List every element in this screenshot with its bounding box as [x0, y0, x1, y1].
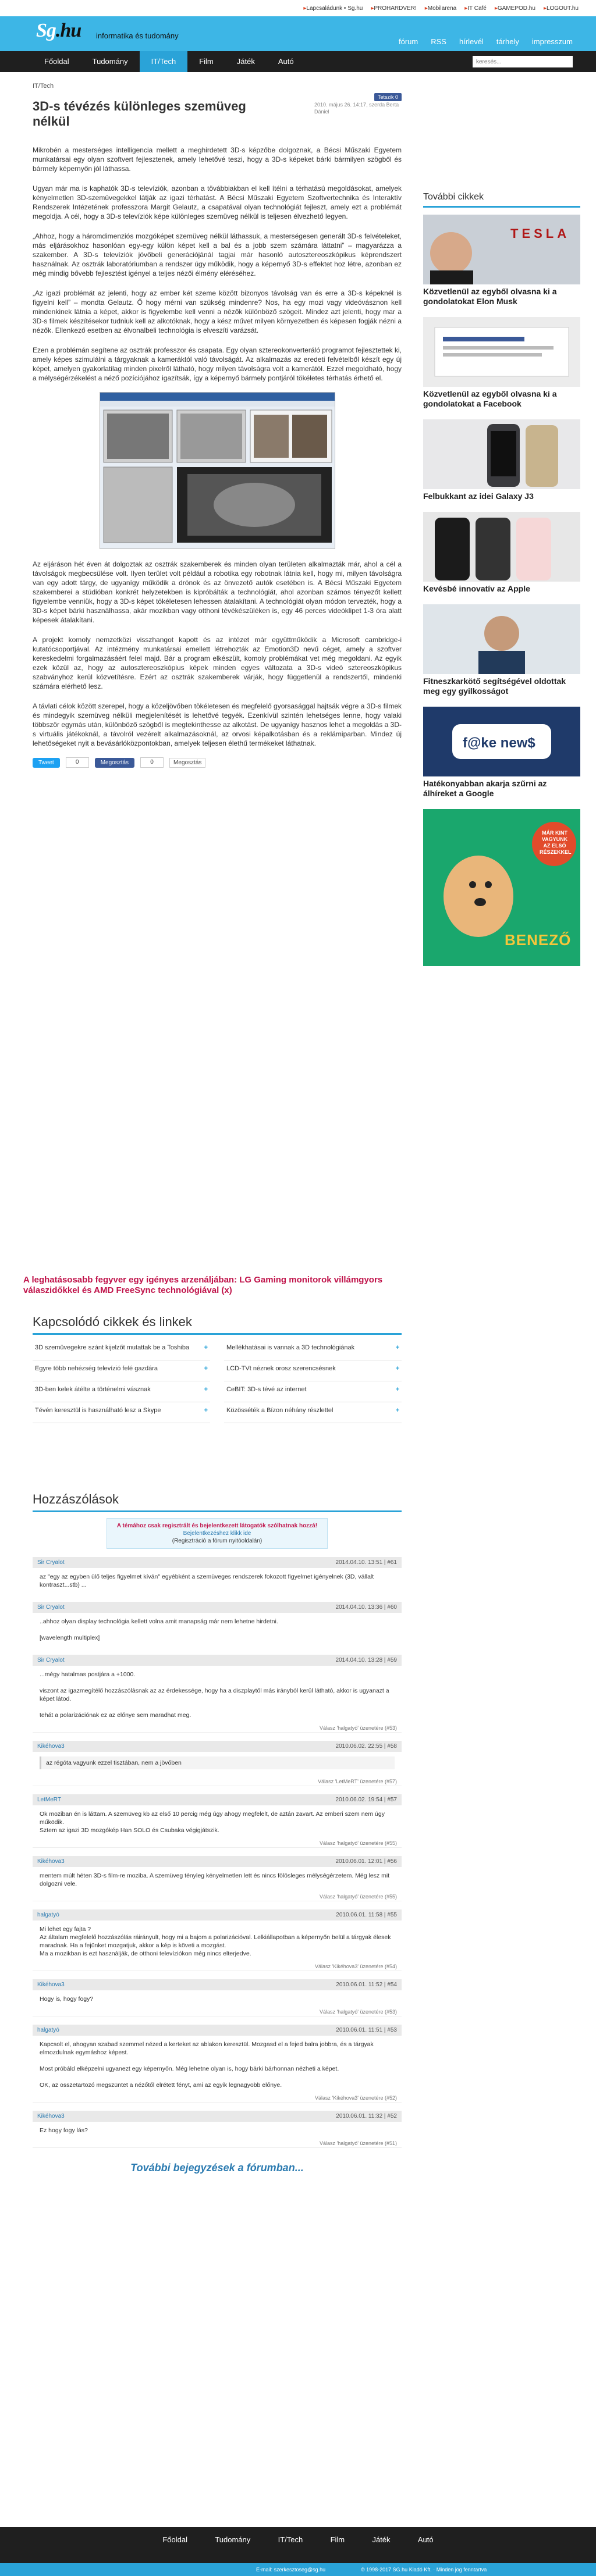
more-comments-link[interactable]: További bejegyzések a fórumban... [130, 2162, 304, 2174]
sidebar-article-title: Hatékonyabban akarja szűrni az álhíreket a Google [423, 779, 547, 798]
footer-email[interactable]: E-mail: szerkesztoseg@sg.hu [256, 2567, 326, 2573]
comment-text: Ok moziban én is láttam. A szemüveg kb az első 10 percig még úgy ahogy megfelelt, de aztán zavart. Az emberi szem nem úgy működik. Sztem az igazi 3D mozgókép Han SOLO és Csubaka végigjátszik. [40, 1811, 385, 1834]
brand-nav-hosting[interactable]: tárhely [496, 37, 519, 46]
comment-header [33, 2025, 402, 2036]
comment [33, 1557, 402, 1594]
promo-link[interactable]: A leghatásosabb fegyver egy igényes arzenáljában: LG Gaming monitorok villámgyors válaszidőkkel és AMD FreeSync technológiával (x) [23, 1275, 383, 1295]
sidebar-article-image [423, 707, 580, 776]
plus-icon: + [204, 1386, 208, 1393]
comment-body [33, 1990, 402, 2008]
sidebar-article-image [423, 604, 580, 674]
comment-reply-link[interactable]: Válasz 'Kikéhova3' üzenetére (#54) [33, 1962, 402, 1971]
related-articles [33, 1314, 402, 1423]
sidebar-article-title: Közvetlenül az egyből olvasna ki a gondolatokat Elon Musk [423, 287, 557, 306]
share-bar [33, 757, 402, 768]
comment-header [33, 1794, 402, 1805]
sidebar-article-title: Fitneszkarkötő segítségével oldottak meg egy gyilkosságot [423, 676, 566, 696]
footer-nav-home[interactable]: Főoldal [162, 2535, 187, 2544]
plus-icon: + [204, 1365, 208, 1372]
tweet-count: 0 [66, 757, 89, 768]
tagline: informatika és tudomány [96, 31, 179, 40]
comment-date: 2010.06.01. 11:51 | #53 [336, 2027, 397, 2033]
related-item[interactable]: Egyre több nehézség televízió felé gazdára + [33, 1360, 210, 1381]
sidebar-article[interactable] [423, 317, 580, 409]
article-paragraph: Ezen a problémán segítene az osztrák professzor és csapata. Egy olyan sztereokonverteráló programot fejlesztettek ki, amely képes szimulálni a tárgyaknak a kameráktól való távolságát. Az alkalmazás az eredeti felvételből készít egy új képet, amelyen gyakorlatilag minden pixelről látható, hogy milyen távolságra volt a kamerától. Ezzel megoldható, hogy a mélységérzékelést a néző pozíciójához igazítsák, így a képernyő bármely pontjáról tökéletes térhatás érhető el. [33, 346, 402, 382]
plus-icon: + [204, 1407, 208, 1414]
main-nav [0, 51, 596, 72]
svg-text:f@ke new$: f@ke new$ [463, 735, 535, 751]
brand-nav-newsletter[interactable]: hírlevél [459, 37, 484, 46]
login-notice [107, 1518, 328, 1549]
comment-author[interactable]: Sir Cryalot [37, 1657, 65, 1663]
footer-nav-ittech[interactable]: IT/Tech [278, 2535, 303, 2544]
nav-game[interactable]: Játék [236, 57, 255, 66]
comment-author[interactable]: Sir Cryalot [37, 1604, 65, 1611]
article-paragraph: „Ahhoz, hogy a háromdimenziós mozgóképet szemüveg nélkül láthassuk, a mesterségesen generált 3D-s felvételeket, más eljárásokhoz hasonlóan egy-egy külön képet kell a bal és a jobb szem számára láttatni” – magyarázza a szakember. A 3D-s televíziók jövőbeli generációjánál tagjai már hasonló autosztereoszkópikus képrendszert használnak. Az osztrák laboratóriumban a rendszer úgy működik, hogy a képernyő 3D-s effektet hoz létre, azonban ez még mindig bővebb fejlesztést igényel a teljes nézői élmény eléréséhez. [33, 232, 402, 277]
comment-reply-link[interactable]: Válasz 'LetMeRT' üzenetére (#57) [33, 1777, 402, 1786]
site-logo[interactable] [36, 20, 81, 42]
comment-text: az "egy az egyben ülő teljes figyelmet kíván" egyébként a szemüveges rendszerek fokozott figyelmet igényelnek (3D, vállalt kontraszt...stb) ... [40, 1573, 374, 1588]
sidebar-article[interactable] [423, 419, 580, 501]
comment-author[interactable]: Kikéhova3 [37, 1858, 65, 1865]
comment-date: 2014.04.10. 13:28 | #59 [335, 1657, 397, 1663]
comment-body [33, 1867, 402, 1893]
comment-header [33, 1856, 402, 1867]
article-paragraph: Mikrobén a mesterséges intelligencia mellett a meghirdetett 3D-s képzőbe dolgoznak, a Bécsi Műszaki Egyetem munkatársai egy olyan szoftvert fejlesztenek, amely lehetővé teszi, hogy a 3D-s képeket bárki bármilyen szögből és bármely képernyőn jól láthassa. [33, 146, 402, 173]
brand-bar [0, 16, 596, 51]
ad-brand: BENEZŐ [505, 931, 572, 949]
brand-nav-rss[interactable]: RSS [431, 37, 446, 46]
comment-author[interactable]: LetMeRT [37, 1797, 61, 1803]
facebook-like-button[interactable]: Tetszik 0 [374, 93, 402, 101]
footer-nav-film[interactable]: Film [330, 2535, 345, 2544]
comment [33, 2111, 402, 2148]
search-input[interactable] [473, 56, 573, 67]
toplink[interactable]: ▸ Mobilarena [425, 5, 457, 12]
comment-header [33, 1602, 402, 1613]
gplus-share-button[interactable]: Megosztás [169, 758, 205, 768]
comment-date: 2010.06.01. 11:58 | #55 [336, 1912, 397, 1918]
comment-header [33, 1557, 402, 1568]
comment-quote: az régóta vagyunk ezzel tisztában, nem a jövőben [40, 1756, 395, 1769]
nav-science[interactable]: Tudomány [92, 57, 128, 66]
comment [33, 2025, 402, 2103]
facebook-share-count: 0 [140, 757, 164, 768]
related-item[interactable]: Tévén keresztül is használható lesz a Skype + [33, 1402, 210, 1423]
article-paragraph: „Az igazi problémát az jelenti, hogy az ember két szeme között bizonyos távolság van és erre a 3D-s képeknél is figyelni kell” – mondta Gelautz. Ő hogy mérni van szükség mindenre? Nos, ha egy mozi vagy videóvásznon kell mindenkinek látnia a képet, akkor is figyelembe kell venni a nézők különböző szögeit. Mindez azt jelenti, hogy mar a 3D-s filmek készítésekor tudniuk kell az alkotóknak, hogy a kész művet milyen környezetben és képesen fogják nézni a nézők. Ellenkező esetben az élvonalbeli technológia is elveszíti varázsát. [33, 289, 402, 334]
sidebar-article-image [423, 317, 580, 387]
footer-nav-auto[interactable]: Autó [417, 2535, 434, 2544]
sidebar-article-image [423, 419, 580, 489]
article-paragraph: A projekt komoly nemzetközi visszhangot kapott és az intézet már együttműködik a Microsoft cambridge-i kutatócsoportjával. Az intézmény munkatársai emellett létrehozták az Emotion3D nevű céget, amely a szoftver kereskedelmi forgalmazásáért felel majd. Bár a program elkészült, komoly problémákat vet még megoldani. Az egyik ezek közül az, hogy az autosztereoszkópius képek minden egyes változata a 3D-s videó sztereoszkópikus szabványhoz kerül közvetítésre. Ezért az osztrák szakemberek várják, hogy függetlenül a rendszertől, mindenki számára elérhető lesz. [33, 636, 402, 690]
comment-body [33, 2036, 402, 2094]
toplink[interactable]: ▸ PROHARDVER! [371, 5, 416, 12]
comment [33, 1655, 402, 1733]
logo-dot: .hu [55, 20, 81, 41]
sidebar-article-title: Közvetlenül az egyből olvasna ki a gondolatokat a Facebook [423, 389, 557, 408]
facebook-share-button[interactable]: Megosztás [95, 758, 134, 768]
comment-text: Mi lehet egy fajta ? Az általam megfelelő hozzászólás ráirányult, hogy mi a bajom a polarizációval. Lelkiállapotban a képernyőn belül a tárgyak élesek maradnak. Ha a fejünket mozgatjuk, akkor a kép is követi a mozgást. Ma a mozikban is ezt használják, de otthoni televíziókon még nincs elterjedve. [40, 1926, 391, 1957]
footer-nav-game[interactable]: Játék [372, 2535, 391, 2544]
logo-main: Sg [36, 20, 56, 41]
comment-header [33, 1909, 402, 1921]
comment [33, 1909, 402, 1971]
sidebar [423, 192, 580, 966]
register-hint: (Regisztráció a fórum nyitóoldalán) [172, 1538, 262, 1544]
sidebar-article[interactable] [423, 215, 580, 307]
sidebar-article-title: Felbukkant az idei Galaxy J3 [423, 491, 534, 501]
related-item[interactable]: 3D szemüvegekre szánt kijelzőt mutattak be a Toshiba + [33, 1339, 210, 1360]
sidebar-heading: További cikkek [423, 192, 580, 208]
article [33, 93, 402, 768]
comment-header [33, 1741, 402, 1752]
comment-date: 2010.06.01. 11:52 | #54 [336, 1982, 397, 1988]
comment-header [33, 1655, 402, 1666]
plus-icon: + [204, 1344, 208, 1351]
comment-body [33, 1568, 402, 1594]
comment-reply-link[interactable]: Válasz 'halgatyó' üzenetére (#51) [33, 2139, 402, 2148]
comment-text: Ez hogy fogy lás? [40, 2127, 88, 2134]
article-meta: 2010. május 26. 14:17, szerda Berta Dániel [314, 102, 399, 115]
comment-text: Hogy is, hogy fogy? [40, 1996, 94, 2003]
comment [33, 1979, 402, 2016]
nav-auto[interactable]: Autó [278, 57, 294, 66]
plus-icon: + [395, 1365, 399, 1372]
comment [33, 1602, 402, 1647]
comment-text: ..ahhoz olyan display technológia kellett volna amit manapság már nem lehetne hirdetni. [wavelength multiplex] [40, 1618, 278, 1641]
comment-reply-link[interactable]: Válasz 'halgatyó' üzenetére (#55) [33, 1839, 402, 1848]
related-item[interactable]: Mellékhatásai is vannak a 3D technológiának + [224, 1339, 402, 1360]
comment-reply-link[interactable]: Válasz 'Kikéhova3' üzenetére (#52) [33, 2094, 402, 2103]
comment-date: 2014.04.10. 13:36 | #60 [335, 1604, 397, 1611]
comment-body [33, 1613, 402, 1647]
comment-reply-link[interactable]: Válasz 'halgatyó' üzenetére (#53) [33, 2008, 402, 2016]
comment-reply-link[interactable]: Válasz 'halgatyó' üzenetére (#53) [33, 1724, 402, 1733]
comments-heading: Hozzászólások [33, 1492, 402, 1512]
comment-body [33, 1752, 402, 1777]
comment-body [33, 1921, 402, 1962]
comment-author[interactable]: Kikéhova3 [37, 2113, 65, 2119]
toplink[interactable]: ▸ IT Café [464, 5, 487, 12]
article-figure [100, 392, 335, 549]
comment-reply-link[interactable]: Válasz 'halgatyó' üzenetére (#55) [33, 1893, 402, 1901]
sidebar-article[interactable] [423, 707, 580, 799]
comment-author[interactable]: halgatyó [37, 2027, 59, 2033]
article-paragraph: Ugyan már ma is kaphatók 3D-s televíziók, azonban a tövábbiakban el kell ítélni a térhatású megoldásokat, amelyek kényelmetlen 3D-szemüvegekkel látják az igazi térhatást. A Bécsi Műszaki Egyetem Szoftvertechnika és Interaktív Rendszerek Intézetének professzora Margit Gelautz, a csapatával olyan technológiát fejleszt, amely ezt a problémát megoldja. A cél, hogy a 3D-s televíziók képe különleges szemüveg nélkül is teljesen élvezhető legyen. [33, 184, 402, 220]
footer-copyright: © 1998-2017 SG.hu Kiadó Kft. · Minden jog fenntartva [361, 2567, 487, 2573]
toplink[interactable]: ▸ GAMEPOD.hu [495, 5, 535, 12]
top-links-bar [0, 0, 596, 16]
comment-author[interactable]: halgatyó [37, 1912, 59, 1918]
related-heading: Kapcsolódó cikkek és linkek [33, 1314, 402, 1335]
comment [33, 1794, 402, 1848]
sidebar-article[interactable] [423, 604, 580, 696]
comment-date: 2010.06.02. 22:55 | #58 [335, 1743, 397, 1750]
comment-text: mentem múlt héten 3D-s film-re moziba. A szemüveg tényleg kényelmetlen lett és nincs fölösleges mélységérzetem. Még lesz mit dolgozni vele. [40, 1872, 390, 1887]
article-paragraph: Az eljáráson hét éven át dolgoztak az osztrák szakemberek és minden olyan területen alkalmazták már, ahol a cél a távolságok megbecsülése volt. Ilyen terület volt például a robotika egy robotnak látnia kell, hogy mi, milyen távolságra van egy adott tárgy, de ugyanígy működik a drónok és az önvezető autók esetében is. A Bécsi Műszaki Egyetem szakemberei a stúdióban konkrét helyzetekben is kipróbálták a technológiát, ahol azonban számos tényezőt kellett figyelembe venniük, hogy a 3D-s képet tökéletesen lehessen átalakítani. A technológiát olyan módon tervezték, hogy a 3D-s képet bárki használhassa, akár mozikban vagy otthoni tévékészüléken is, egy 46 perces videóklipet 1-3 óra alatt képesek átalakítani. [33, 560, 402, 624]
nav-home[interactable]: Főoldal [44, 57, 69, 66]
comments-section [33, 1492, 402, 2174]
comment-date: 2014.04.10. 13:51 | #61 [335, 1559, 397, 1566]
comment-header [33, 2111, 402, 2122]
comment [33, 1856, 402, 1901]
comment-text: Kapcsolt el, ahogyan szabad szemmel nézed a kerteket az ablakon keresztül. Mozgasd el a fejed balra jobbra, és a tárgyak elmozdulnak egymáshoz képest. Most próbáld elképzelni ugyanezt egy képernyőn. Még lehetne olyan is, hogy bárki bárhonnan nézheti a képet. OK, az osszetartozó megszüntet a nézőtől elrétett fényt, ami az egyik legnagyobb előnye. [40, 2041, 374, 2089]
brand-nav-impressum[interactable]: impresszum [531, 37, 573, 46]
related-item[interactable]: Közösséték a Bízon néhány részlettel + [224, 1402, 402, 1423]
svg-text:TESLA: TESLA [510, 226, 570, 241]
nav-ittech[interactable]: IT/Tech [140, 51, 188, 72]
comment-date: 2010.06.02. 19:54 | #57 [335, 1797, 397, 1803]
comment-author[interactable]: Sir Cryalot [37, 1559, 65, 1566]
comment-text: ...mégy hatalmas postjára a +1000. viszont az igazmegítélő hozzászólásnak az az érdekessége, hogy ha a diszplaytől más irányból kerül látható, akkor is ugyanazt a képet látod. tehát a polarizációnak ez az előnye sem maradhat meg. [40, 1671, 389, 1719]
brand-nav-forum[interactable]: fórum [399, 37, 418, 46]
tweet-button[interactable]: Tweet [33, 758, 60, 768]
comment-author[interactable]: Kikéhova3 [37, 1982, 65, 1988]
article-paragraph: A távlati célok között szerepel, hogy a közeljövőben tökéletesen és megfelelő gyorsasággal hajtsák végre a 3D-s filmek és mindegyik szemüveg nélküli megjelenítését is lehetővé tegyék. Ezenkívül szintén lehetséges lenne, hogy valaki többször egymás után, különböző szögből is megtekinthesse az alkotást. De ugyanígy hasznos lehet a megoldás a 3D-s virtuális játékoknál, a távolról vezérelt alkalmazásoknál, az orvosi képalkotásban és a reklámiparban. Mindez új lehetőségeket nyit a bevásárlóközpontokban, amelyek teljesen élethű termékeket láthatnak. [33, 702, 402, 747]
plus-icon: + [395, 1344, 399, 1351]
footer-nav-science[interactable]: Tudomány [215, 2535, 251, 2544]
screenshot-figure [100, 393, 335, 549]
nav-film[interactable]: Film [199, 57, 214, 66]
footer [0, 2527, 596, 2576]
related-item[interactable]: LCD-TVt néznek orosz szerencsésnek + [224, 1360, 402, 1381]
ad-text: MÁR KINT VAGYUNK AZ ELSŐ RÉSZEKKEL [540, 830, 572, 855]
plus-icon: + [395, 1386, 399, 1393]
related-item[interactable]: 3D-ben kelek átélte a történelmi vásznak + [33, 1381, 210, 1402]
login-link[interactable]: Bejelentkezéshez klikk ide [183, 1530, 251, 1537]
related-item[interactable]: CeBIT: 3D-s tévé az internet + [224, 1381, 402, 1402]
comment-header [33, 1979, 402, 1990]
toplink[interactable]: ▸ LOGOUT.hu [544, 5, 579, 12]
plus-icon: + [395, 1407, 399, 1414]
comment-body [33, 2122, 402, 2139]
advertisement[interactable] [423, 809, 580, 966]
toplink[interactable]: ▸ Lapcsaládunk • Sg.hu [303, 5, 363, 12]
sidebar-article-image [423, 512, 580, 582]
login-notice-title: A témához csak regisztrált és bejelentkezett látogatók szólhatnak hozzá! [116, 1523, 318, 1529]
comment [33, 1741, 402, 1786]
sidebar-article[interactable] [423, 512, 580, 594]
footer-bar [0, 2563, 596, 2576]
breadcrumb[interactable]: IT/Tech [33, 83, 54, 90]
sidebar-article-image [423, 215, 580, 284]
comment-date: 2010.06.01. 12:01 | #56 [335, 1858, 397, 1865]
article-title: 3D-s tévézés különleges szemüveg nélkül [33, 99, 246, 129]
comment-author[interactable]: Kikéhova3 [37, 1743, 65, 1750]
brand-nav [386, 37, 573, 46]
comment-body [33, 1805, 402, 1839]
comment-date: 2010.06.01. 11:32 | #52 [336, 2113, 397, 2119]
sidebar-article-title: Kevésbé innovatív az Apple [423, 584, 530, 593]
comment-body [33, 1666, 402, 1724]
